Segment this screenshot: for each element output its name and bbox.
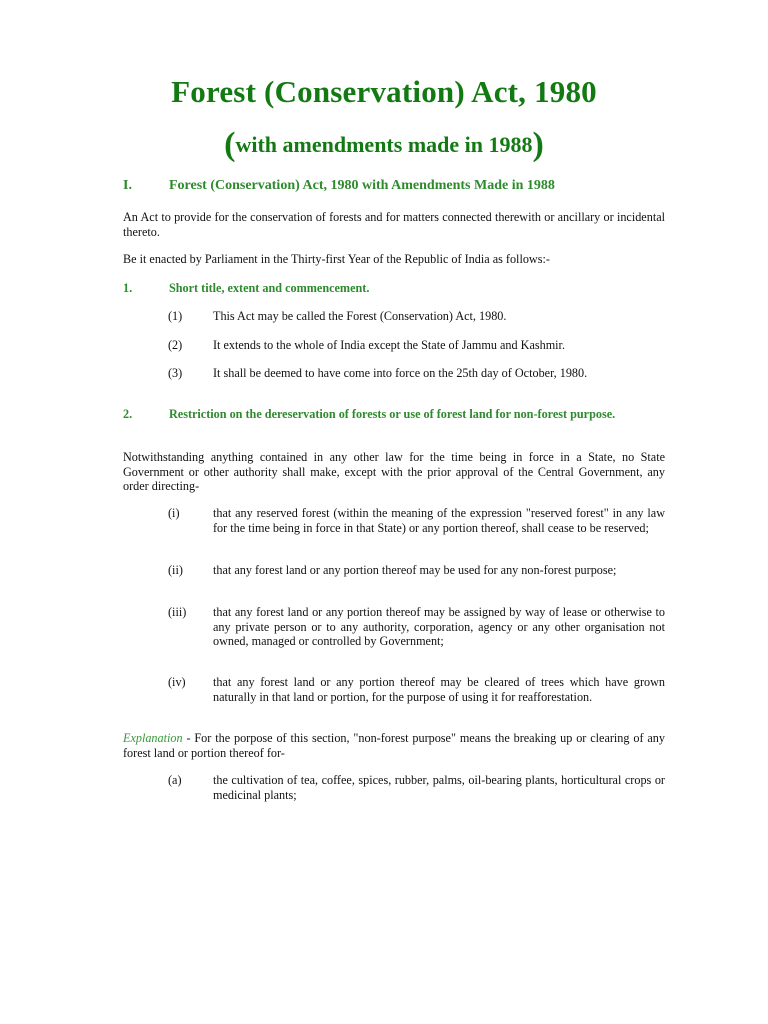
- document-subtitle: [0, 126, 768, 164]
- clause-text: that any forest land or any portion thereof may be assigned by way of lease or otherwise to any private person or to any authority, corporation, agency or any other organisation not owned, managed or controlled by Government;: [213, 605, 665, 648]
- clause-2-iii: [168, 605, 665, 663]
- clause-1-3: [168, 366, 665, 396]
- clause-text: that any forest land or any portion thereof may be cleared of trees which have grown naturally in that land or portion, for the purpose of using it for reafforestation.: [213, 675, 665, 704]
- clause-2-ii: [168, 563, 665, 593]
- subtitle-open-paren: (: [224, 126, 236, 163]
- clause-text: It shall be deemed to have come into force on the 25th day of October, 1980.: [213, 366, 588, 380]
- section-title: Short title, extent and commencement.: [169, 281, 370, 295]
- clause-label: (ii): [168, 563, 183, 577]
- explanation: [123, 731, 665, 760]
- clause-label: (2): [168, 338, 183, 352]
- part-heading: [123, 179, 665, 197]
- section-2-intro: Notwithstanding anything contained in any other law for the time being in force in a State, no State Government or other authority shall make, except with the prior approval of the Central Government, any order directing-: [123, 450, 665, 493]
- clause-label: (a): [168, 773, 182, 787]
- subtitle-text: with amendments made in 1988: [235, 132, 533, 157]
- clause-label: (1): [168, 309, 183, 323]
- section-number: 2.: [123, 407, 133, 421]
- section-2-heading: [123, 407, 665, 437]
- clause-text: This Act may be called the Forest (Conservation) Act, 1980.: [213, 309, 507, 323]
- explanation-clause-a: [168, 773, 665, 803]
- part-title: Forest (Conservation) Act, 1980 with Amendments Made in 1988: [169, 178, 555, 193]
- enactment-clause: Be it enacted by Parliament in the Thirty-first Year of the Republic of India as follows:-: [123, 252, 550, 266]
- clause-label: (iii): [168, 605, 187, 619]
- subtitle-close-paren: ): [532, 126, 544, 163]
- section-1-heading: [123, 281, 665, 297]
- explanation-text: - For the porpose of this section, "non-forest purpose" means the breaking up or clearing of any forest land or portion thereof for-: [123, 731, 665, 760]
- part-number: I.: [123, 178, 132, 193]
- clause-text: that any reserved forest (within the meaning of the expression "reserved forest" in any law for the time being in force in that State) or any portion thereof, shall cease to be reserved;: [213, 506, 665, 535]
- document-title: Forest (Conservation) Act, 1980: [171, 74, 597, 109]
- clause-text: It extends to the whole of India except the State of Jammu and Kashmir.: [213, 338, 565, 352]
- explanation-label: Explanation: [123, 731, 183, 745]
- clause-label: (3): [168, 366, 183, 380]
- clause-1-1: [168, 309, 665, 325]
- clause-text: the cultivation of tea, coffee, spices, rubber, palms, oil-bearing plants, horticultural crops or medicinal plants;: [213, 773, 665, 802]
- clause-2-i: [168, 506, 665, 550]
- preamble: An Act to provide for the conservation of forests and for matters connected therewith or ancillary or incidental thereto.: [123, 210, 665, 239]
- clause-label: (i): [168, 506, 180, 520]
- section-title: Restriction on the dereservation of forests or use of forest land for non-forest purpose.: [169, 407, 616, 421]
- clause-label: (iv): [168, 675, 186, 689]
- clause-1-2: [168, 338, 665, 354]
- clause-text: that any forest land or any portion thereof may be used for any non-forest purpose;: [213, 563, 617, 577]
- clause-2-iv: [168, 675, 665, 719]
- section-number: 1.: [123, 281, 133, 295]
